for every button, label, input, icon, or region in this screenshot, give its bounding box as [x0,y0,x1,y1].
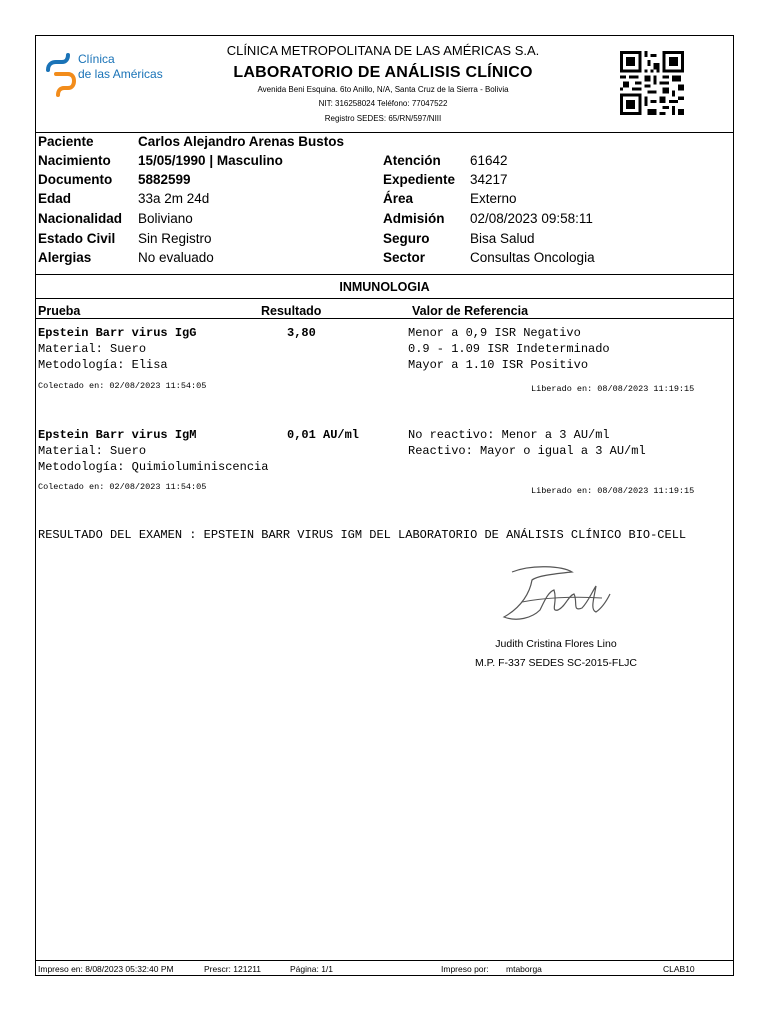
record-value: 34217 [470,172,508,187]
section-title: INMUNOLOGIA [339,280,430,294]
divider-patient [35,274,734,275]
divider-header [35,132,734,133]
document-label: Documento [38,172,113,187]
civil-status-value: Sin Registro [138,231,212,246]
test-material: Material: Suero [38,444,147,458]
released-date: Liberado en: 08/08/2023 11:19:15 [531,384,695,394]
company-name: CLÍNICA METROPOLITANA DE LAS AMÉRICAS S.A. [226,43,540,58]
logo-text-line1: Clínica [78,52,115,66]
reference-line: No reactivo: Menor a 3 AU/ml [408,428,610,442]
test-method: Metodología: Elisa [38,358,168,372]
logo-text-line2: de las Américas [78,67,163,81]
test-material: Material: Suero [38,342,147,356]
attention-value: 61642 [470,153,508,168]
allergies-value: No evaluado [138,250,214,265]
qr-code-icon [620,51,684,115]
signature-icon [492,562,622,632]
divider-columns [35,318,734,319]
test-result: 3,80 [287,326,316,340]
column-header-test: Prueba [38,304,81,318]
patient-name: Carlos Alejandro Arenas Bustos [138,134,345,149]
sector-value: Consultas Oncologia [470,250,595,265]
area-label: Área [383,191,414,206]
printed-by-label: Impreso por: [441,964,489,974]
reference-line: 0.9 - 1.09 ISR Indeterminado [408,342,610,356]
sector-label: Sector [383,250,426,265]
reference-line: Menor a 0,9 ISR Negativo [408,326,581,340]
reference-line: Reactivo: Mayor o igual a 3 AU/ml [408,444,646,458]
allergies-label: Alergias [38,250,92,265]
collected-date: Colectado en: 02/08/2023 11:54:05 [38,482,207,492]
report-code: CLAB10 [663,964,695,974]
nationality-label: Nacionalidad [38,211,123,226]
lab-nit-phone: NIT: 316258024 Teléfono: 77047522 [318,99,448,108]
attention-label: Atención [383,153,441,168]
lab-registry: Registro SEDES: 65/RN/597/NIII [324,114,442,123]
lab-title: LABORATORIO DE ANÁLISIS CLÍNICO [233,64,533,81]
admission-label: Admisión [383,211,445,226]
released-date: Liberado en: 08/08/2023 11:19:15 [531,486,695,496]
civil-status-label: Estado Civil [38,231,116,246]
age-value: 33a 2m 24d [138,191,210,206]
signer-credentials: M.P. F-337 SEDES SC-2015-FLJC [474,657,638,669]
area-value: Externo [470,191,517,206]
insurance-value: Bisa Salud [470,231,535,246]
lab-address: Avenida Beni Esquina. 6to Anillo, N/A, Santa Cruz de la Sierra - Bolivia [257,85,509,94]
admission-value: 02/08/2023 09:58:11 [470,211,593,226]
result-note: RESULTADO DEL EXAMEN : EPSTEIN BARR VIRUS IGM DEL LABORATORIO DE ANÁLISIS CLÍNICO BIO-CELL [38,528,687,542]
column-header-reference: Valor de Referencia [412,304,529,318]
test-name: Epstein Barr virus IgM [38,428,197,442]
birth-label: Nacimiento [38,153,111,168]
test-method: Metodología: Quimioluminiscencia [38,460,269,474]
prescriber: Prescr: 121211 [204,964,262,974]
record-label: Expediente [383,172,456,187]
test-name: Epstein Barr virus IgG [38,326,197,340]
insurance-label: Seguro [383,231,430,246]
signer-name: Judith Cristina Flores Lino [495,638,617,650]
printed-at: Impreso en: 8/08/2023 05:32:40 PM [38,964,174,974]
page-number: Página: 1/1 [290,964,334,974]
divider-footer [35,960,734,961]
test-result: 0,01 AU/ml [287,428,360,442]
nationality-value: Boliviano [138,211,193,226]
patient-name-label: Paciente [38,134,94,149]
document-value: 5882599 [138,172,191,187]
divider-section [35,298,734,299]
reference-line: Mayor a 1.10 ISR Positivo [408,358,589,372]
printed-by: mtaborga [506,964,542,974]
collected-date: Colectado en: 02/08/2023 11:54:05 [38,381,207,391]
birth-value: 15/05/1990 | Masculino [138,153,283,168]
age-label: Edad [38,191,72,206]
column-header-result: Resultado [261,304,322,318]
